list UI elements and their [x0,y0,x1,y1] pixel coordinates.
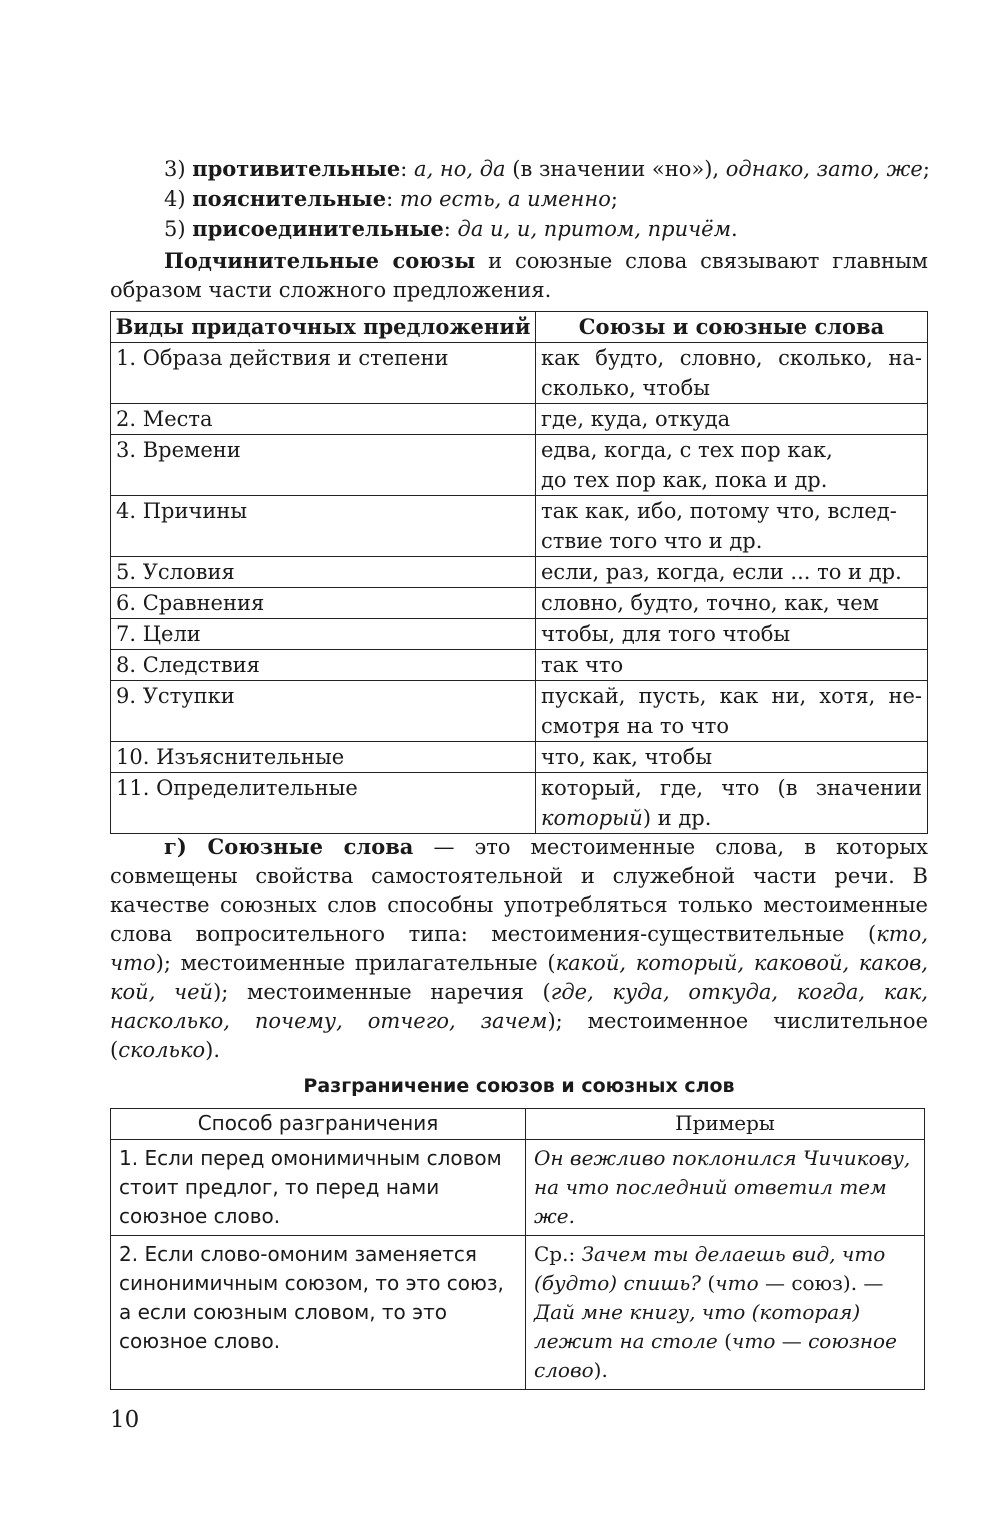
clause-kind: 6. Сравнения [111,588,536,619]
table-caption: Разграничение союзов и союзных слов [303,1075,735,1097]
page-number: 10 [110,1407,140,1433]
term: пояснительные [192,186,387,211]
table-row [111,496,928,557]
example-cell: Он вежливо поклонился Чичикову, на что последний ответил тем же. [526,1140,925,1236]
example-cell: Ср.: Зачем ты делаешь вид, что (будто) спишь? (что — союз). — Дай мне книгу, что (которая) лежит на столе (что — союзное слово). [526,1236,925,1390]
table-row [111,1236,925,1390]
clause-kind: 3. Времени [111,435,536,496]
intro-paragraph: Подчинительные союзы и союзные слова связывают главным образом части сложного предложения. [110,248,928,302]
distinction-table [110,1108,925,1390]
conjunctions: чтобы, для того чтобы [536,619,928,650]
subordinate-clauses-table [110,311,928,834]
conjunctions: так что [536,650,928,681]
clause-kind: 2. Места [111,404,536,435]
column-header: Союзы и союзные слова [536,312,928,343]
conjunctions: который, где, что (в значении который) и др. [536,773,928,834]
table-row [111,404,928,435]
table-header-row [111,312,928,343]
table-row [111,742,928,773]
clause-kind: 1. Образа действия и степени [111,343,536,404]
list-item-adversative: 3) противительные: а, но, да (в значении «но»), однако, зато, же; [164,156,930,181]
conjunctions: что, как, чтобы [536,742,928,773]
clause-kind: 9. Уступки [111,681,536,742]
conjunctions: едва, когда, с тех пор как, до тех пор как, пока и др. [536,435,928,496]
table-row [111,343,928,404]
clause-kind: 10. Изъяснительные [111,742,536,773]
term: противительные [192,156,401,181]
clause-kind: 8. Следствия [111,650,536,681]
clause-kind: 5. Условия [111,557,536,588]
list-item-explanatory: 4) пояснительные: то есть, а именно; [164,186,618,211]
table-header-row [111,1109,925,1140]
table-row [111,435,928,496]
paragraph-conjunctive-words: г) Союзные слова — это местоименные слова, в которых совмещены свойства самостоятельной и служебной части речи. В качестве союзных слов способны употребляться только местоименные слова вопросительного типа: местоимения-существительные (кто, что); местоименные прилагательные (какой, который, каковой, каков, кой, чей); местоименные наречия (где, куда, откуда, когда, как, насколько, почему, отчего, зачем); местоименное числительное (сколько). [110,834,929,1062]
table-row [111,1140,925,1236]
clause-kind: 7. Цели [111,619,536,650]
list-item-connective: 5) присоединительные: да и, и, притом, причём. [164,216,738,241]
conjunctions: где, куда, откуда [536,404,928,435]
clause-kind: 11. Определительные [111,773,536,834]
table-row [111,619,928,650]
conjunctions: как будто, словно, сколько, на- сколько, чтобы [536,343,928,404]
column-header: Способ разграничения [111,1109,526,1140]
column-header: Виды придаточных предложений [111,312,536,343]
table-row [111,588,928,619]
clause-kind: 4. Причины [111,496,536,557]
conjunctions: так как, ибо, потому что, вслед- ствие того что и др. [536,496,928,557]
table-row [111,557,928,588]
term: присоединительные [192,216,444,241]
table-row [111,681,928,742]
column-header: Примеры [526,1109,925,1140]
method-cell: 2. Если слово-омоним заменяется синонимичным союзом, то это союз, а если союзным словом, то это союзное слово. [111,1236,526,1390]
method-cell: 1. Если перед омонимичным словом стоит предлог, то перед нами союзное слово. [111,1140,526,1236]
conjunctions: словно, будто, точно, как, чем [536,588,928,619]
conjunctions: пускай, пусть, как ни, хотя, не- смотря на то что [536,681,928,742]
table-row [111,650,928,681]
table-row [111,773,928,834]
conjunctions: если, раз, когда, если ... то и др. [536,557,928,588]
